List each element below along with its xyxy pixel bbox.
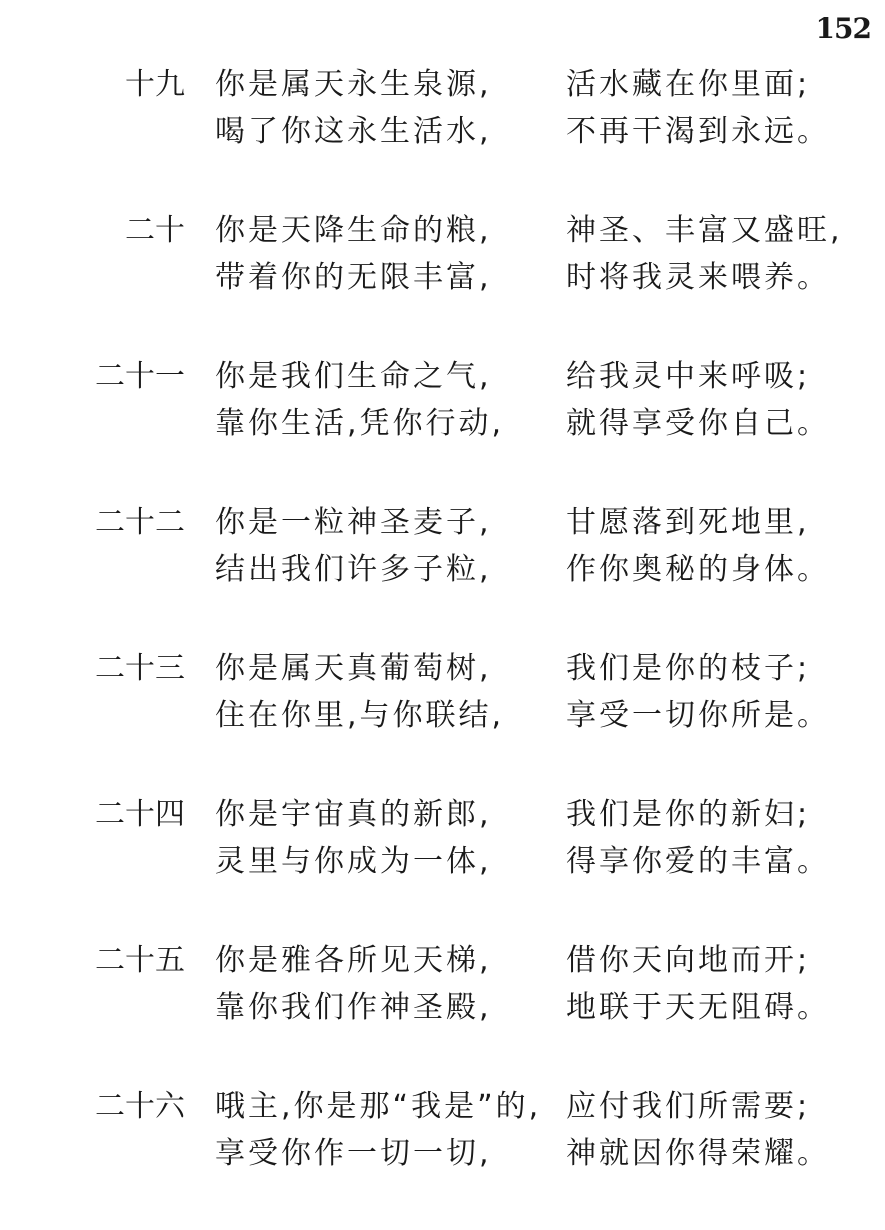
verse-line <box>0 693 885 739</box>
verse-line <box>0 646 885 692</box>
verse-line <box>0 938 885 984</box>
line-second-half: 给我灵中来呼吸; <box>566 359 811 394</box>
line-first-half: 你是属天真葡萄树, <box>215 651 492 686</box>
verse-line <box>0 1084 885 1130</box>
stanza-number: 二十五 <box>95 943 185 978</box>
stanza-21 <box>0 354 885 500</box>
verse-line <box>0 547 885 593</box>
verse-line <box>0 109 885 155</box>
line-first-half: 靠你我们作神圣殿, <box>215 990 492 1025</box>
verse-line <box>0 354 885 400</box>
line-second-half: 作你奥秘的身体。 <box>566 552 830 587</box>
stanza-number: 二十三 <box>95 651 185 686</box>
stanza-25 <box>0 938 885 1084</box>
verse-line <box>0 985 885 1031</box>
stanza-24 <box>0 792 885 938</box>
verse-line <box>0 255 885 301</box>
line-second-half: 时将我灵来喂养。 <box>566 260 830 295</box>
stanza-20 <box>0 208 885 354</box>
line-second-half: 享受一切你所是。 <box>566 698 830 733</box>
line-first-half: 喝了你这永生活水, <box>215 114 492 149</box>
page-number: 152 <box>815 12 871 45</box>
verse-line <box>0 500 885 546</box>
stanza-23 <box>0 646 885 792</box>
stanza-number: 二十四 <box>95 797 185 832</box>
line-first-half: 你是一粒神圣麦子, <box>215 505 492 540</box>
hymn-verses <box>0 62 885 1230</box>
line-first-half: 你是我们生命之气, <box>215 359 492 394</box>
line-first-half: 灵里与你成为一体, <box>215 844 492 879</box>
line-second-half: 我们是你的枝子; <box>566 651 811 686</box>
line-first-half: 你是宇宙真的新郎, <box>215 797 492 832</box>
line-first-half: 带着你的无限丰富, <box>215 260 492 295</box>
line-second-half: 甘愿落到死地里, <box>566 505 810 540</box>
line-first-half: 你是天降生命的粮, <box>215 213 492 248</box>
line-first-half: 享受你作一切一切, <box>215 1136 492 1171</box>
line-second-half: 我们是你的新妇; <box>566 797 811 832</box>
verse-line <box>0 839 885 885</box>
stanza-22 <box>0 500 885 646</box>
verse-line <box>0 62 885 108</box>
line-second-half: 应付我们所需要; <box>566 1089 811 1124</box>
stanza-number: 二十 <box>125 213 185 248</box>
line-first-half: 你是雅各所见天梯, <box>215 943 492 978</box>
verse-line <box>0 1131 885 1177</box>
stanza-number: 二十二 <box>95 505 185 540</box>
stanza-19 <box>0 62 885 208</box>
stanza-number: 二十一 <box>95 359 185 394</box>
line-second-half: 得享你爱的丰富。 <box>566 844 830 879</box>
line-first-half: 哦主,你是那“我是”的, <box>215 1089 542 1124</box>
line-second-half: 地联于天无阻碍。 <box>566 990 830 1025</box>
line-first-half: 你是属天永生泉源, <box>215 67 492 102</box>
line-first-half: 结出我们许多子粒, <box>215 552 492 587</box>
verse-line <box>0 792 885 838</box>
stanza-number: 十九 <box>125 67 185 102</box>
line-second-half: 就得享受你自己。 <box>566 406 830 441</box>
verse-line <box>0 208 885 254</box>
verse-line <box>0 401 885 447</box>
line-first-half: 住在你里,与你联结, <box>215 698 505 733</box>
line-second-half: 不再干渴到永远。 <box>566 114 830 149</box>
stanza-26 <box>0 1084 885 1230</box>
line-second-half: 活水藏在你里面; <box>566 67 811 102</box>
stanza-number: 二十六 <box>95 1089 185 1124</box>
line-second-half: 神圣、丰富又盛旺, <box>566 213 843 248</box>
line-second-half: 神就因你得荣耀。 <box>566 1136 830 1171</box>
line-first-half: 靠你生活,凭你行动, <box>215 406 505 441</box>
line-second-half: 借你天向地而开; <box>566 943 811 978</box>
